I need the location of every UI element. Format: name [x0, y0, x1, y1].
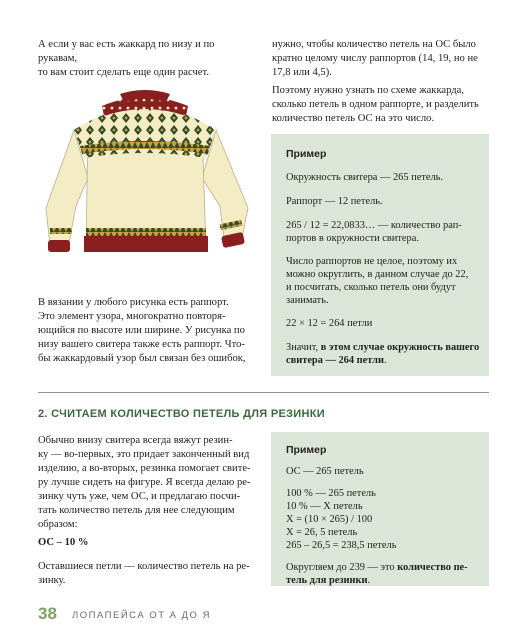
- rapport-paragraph: [38, 296, 253, 366]
- text-line: количество петель ОС на это число.: [272, 113, 435, 124]
- example-conclusion: [286, 354, 387, 367]
- example-line: ОС — 265 петель: [286, 466, 364, 477]
- text-line: А если у вас есть жаккард по низу и по рукавам,: [38, 39, 215, 64]
- example-box: [271, 134, 489, 376]
- example-line: Раппорт — 12 петель.: [286, 196, 383, 207]
- text-line: низу вашего свитера также есть раппорт. Что-: [38, 339, 245, 350]
- text-line: Поэтому нужно узнать по схеме жаккарда,: [272, 85, 465, 96]
- text-line: 17,8 или 4,5).: [272, 67, 332, 78]
- text-line: Обычно внизу свитера всегда вяжут резин-: [38, 435, 233, 446]
- text-line: Оставшиеся петли — количество петель на ре-: [38, 561, 250, 572]
- text-line: образом:: [38, 519, 78, 530]
- text-line: изделию, а во-вторых, резинка помогает свите-: [38, 463, 251, 474]
- text-line: ку — во-первых, это придает законченный вид: [38, 449, 250, 460]
- intro-paragraph: [38, 38, 253, 80]
- bold-text: в этом случае окружность вашего: [320, 342, 480, 353]
- example-line: 10 % — Х петель: [286, 501, 363, 512]
- example-title: Пример: [286, 444, 327, 456]
- example-box: [271, 432, 489, 586]
- ribbing-conclusion: [38, 560, 258, 588]
- bold-text: свитера — 264 петли: [286, 355, 384, 366]
- bold-text: тель для резинки: [286, 575, 368, 586]
- example-line: 265 – 26,5 = 238,5 петель: [286, 540, 397, 551]
- ribbing-paragraph: [38, 434, 258, 532]
- text-line: то вам стоит сделать еще один расчет.: [38, 67, 209, 78]
- text-line: В вязании у любого рисунка есть раппорт.: [38, 297, 229, 308]
- text-line: ру лучше сидеть на фигуре. Я всегда делаю ре-: [38, 477, 251, 488]
- example-line: Х = (10 × 265) / 100: [286, 514, 373, 525]
- text-line: Это элемент узора, многократно повторя-: [38, 311, 226, 322]
- example-line: Окружность свитера — 265 петель.: [286, 172, 444, 183]
- example-line: 22 × 12 = 264 петли: [286, 318, 373, 329]
- example-line: можно округлить, в данном случае до 22,: [286, 269, 469, 280]
- text-line: нужно, чтобы количество петель на ОС было: [272, 39, 476, 50]
- section-heading: 2. СЧИТАЕМ КОЛИЧЕСТВО ПЕТЕЛЬ ДЛЯ РЕЗИНКИ: [38, 408, 325, 420]
- text-line: зинку чуть уже, чем ОС, и предлагаю посчи-: [38, 491, 241, 502]
- example-conclusion: [286, 574, 370, 587]
- text-line: ющийся по высоте или ширине. У рисунка по: [38, 325, 245, 336]
- text-line: зинку.: [38, 575, 66, 586]
- example-title: Пример: [286, 148, 327, 160]
- continued-paragraph: [272, 38, 494, 80]
- text-span: Значит,: [286, 342, 321, 353]
- text-line: сколько петель в одном раппорте, и разделить: [272, 99, 479, 110]
- example-line: портов в окружности свитера.: [286, 233, 419, 244]
- book-title: ЛОПАПЕЙСА ОТ А ДО Я: [72, 610, 211, 621]
- example-line: и посчитать, сколько петель они будут: [286, 282, 456, 293]
- text-line: кратно целому числу раппортов (14, 19, но не: [272, 53, 478, 64]
- bold-text: количество пе-: [397, 562, 468, 573]
- text-line: тать количество петель для нее следующим: [38, 505, 235, 516]
- text-span: .: [383, 355, 387, 366]
- page-number: 38: [38, 604, 57, 623]
- instruction-paragraph: [272, 84, 494, 126]
- section-divider: [38, 392, 489, 393]
- example-conclusion: [286, 341, 486, 354]
- text-span: Округляем до 239 — это: [286, 562, 398, 573]
- example-line: 100 % — 265 петель: [286, 488, 376, 499]
- example-line: 265 / 12 = 22,0833… — количество рап-: [286, 220, 462, 231]
- text-line: бы жаккардовый узор был связан без ошибок,: [38, 353, 246, 364]
- example-line: Х = 26, 5 петель: [286, 527, 358, 538]
- example-line: занимать.: [286, 295, 329, 306]
- formula: ОС – 10 %: [38, 537, 89, 548]
- example-conclusion: [286, 561, 486, 574]
- example-line: Число раппортов не целое, поэтому их: [286, 256, 458, 267]
- text-span: .: [367, 575, 371, 586]
- sweater-illustration: [36, 88, 254, 278]
